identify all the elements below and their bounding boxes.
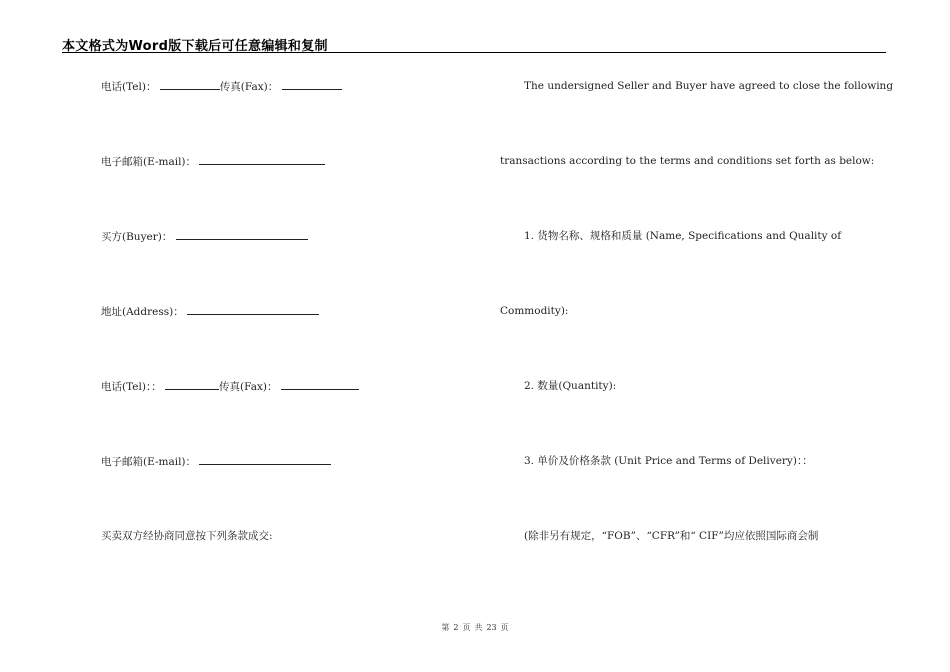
email2-label: 电子邮箱(E-mail)： bbox=[101, 456, 197, 468]
note-line: (除非另有规定，“FOB”、“CFR”和“ CIF”均应依照国际商会制 bbox=[524, 530, 819, 542]
fax2-label: 传真(Fax)： bbox=[219, 381, 278, 393]
address-line bbox=[101, 304, 319, 319]
agreement-text: 买卖双方经协商同意按下列条款成交: bbox=[101, 530, 273, 542]
seller-email-line bbox=[101, 154, 325, 169]
seller-tel-fax-line bbox=[101, 79, 342, 94]
item1-line-2: Commodity): bbox=[500, 305, 569, 317]
item3-line: 3. 单价及价格条款 (Unit Price and Terms of Delivery)：： bbox=[524, 455, 813, 467]
buyer-email-line bbox=[101, 454, 331, 469]
header-title: 本文格式为Word版下载后可任意编辑和复制 bbox=[62, 39, 328, 54]
tel2-blank[interactable] bbox=[165, 379, 219, 390]
email-blank[interactable] bbox=[199, 154, 325, 165]
footer-page-number: 2 bbox=[453, 623, 459, 632]
email2-blank[interactable] bbox=[199, 454, 331, 465]
address-blank[interactable] bbox=[187, 304, 319, 315]
buyer-line bbox=[101, 229, 308, 244]
tel2-label: 电话(Tel)：： bbox=[101, 381, 162, 393]
buyer-blank[interactable] bbox=[176, 229, 308, 240]
footer-total-word: 共 bbox=[474, 623, 483, 632]
page-footer bbox=[0, 622, 950, 633]
fax-label: 传真(Fax)： bbox=[219, 81, 279, 93]
address-label: 地址(Address)： bbox=[101, 306, 184, 318]
tel-label: 电话(Tel)： bbox=[101, 81, 157, 93]
item2-line: 2. 数量(Quantity): bbox=[524, 380, 617, 392]
agreement-line bbox=[101, 529, 273, 543]
item1-line-1: 1. 货物名称、规格和质量 (Name, Specifications and Quality of bbox=[524, 230, 842, 242]
footer-suffix: 页 bbox=[500, 623, 509, 632]
page-header bbox=[62, 34, 886, 53]
intro-line-1: The undersigned Seller and Buyer have agreed to close the following bbox=[524, 80, 894, 92]
fax-blank[interactable] bbox=[282, 79, 342, 90]
footer-page-word: 页 bbox=[462, 623, 471, 632]
buyer-label: 买方(Buyer)： bbox=[101, 231, 173, 243]
email-label: 电子邮箱(E-mail)： bbox=[101, 156, 197, 168]
buyer-tel-fax-line bbox=[101, 379, 359, 394]
intro-line-2: transactions according to the terms and conditions set forth as below: bbox=[500, 155, 875, 167]
tel-blank[interactable] bbox=[160, 79, 220, 90]
footer-prefix: 第 bbox=[441, 623, 450, 632]
fax2-blank[interactable] bbox=[281, 379, 359, 390]
footer-total-pages: 23 bbox=[486, 623, 497, 632]
